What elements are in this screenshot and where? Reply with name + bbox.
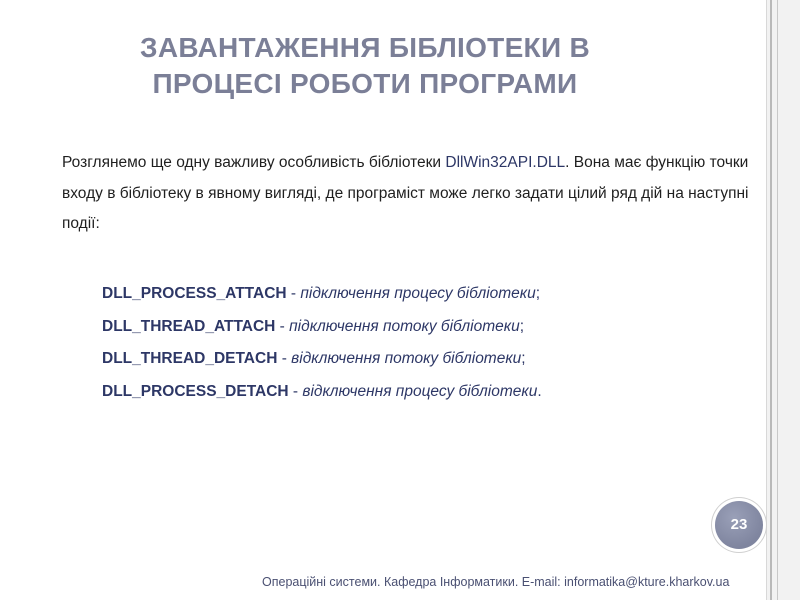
event-separator: - <box>277 350 292 367</box>
event-list <box>102 278 742 408</box>
intro-paragraph <box>62 148 762 240</box>
right-border-line <box>777 0 778 600</box>
event-separator: - <box>286 285 301 302</box>
event-description: підключення процесу бібліотеки <box>300 285 536 302</box>
intro-text: . Вона має функцію точки входу в бібліотеку в явному вигляді, де програміст може легко задати цілий ряд дій на наступні події: <box>62 154 749 232</box>
event-separator: - <box>275 317 290 335</box>
event-description: відключення процесу бібліотеки <box>302 382 538 400</box>
event-name: DLL_THREAD_ATTACH <box>102 317 276 335</box>
slide-title-line: ПРОЦЕСІ РОБОТИ ПРОГРАМИ <box>152 68 578 99</box>
event-item <box>102 343 742 376</box>
event-item <box>102 376 742 409</box>
event-separator: - <box>288 382 303 400</box>
event-name: DLL_THREAD_DETACH <box>102 350 278 367</box>
library-name: DllWin32API.DLL <box>445 154 566 171</box>
footer-text: Операційні системи. Кафедра Інформатики. E-mail: informatika@kture.kharkov.ua <box>262 575 730 589</box>
right-border-line <box>766 0 767 600</box>
slide-title-line: ЗАВАНТАЖЕННЯ БІБЛІОТЕКИ В <box>140 32 590 63</box>
event-item <box>102 311 742 344</box>
slide-title <box>100 30 630 102</box>
event-end: . <box>537 382 542 400</box>
event-name: DLL_PROCESS_ATTACH <box>102 285 287 302</box>
intro-text: Розглянемо ще одну важливу особливість бібліотеки <box>62 154 446 171</box>
page-number-badge: 23 <box>715 501 763 549</box>
right-border-line <box>770 0 772 600</box>
event-description: відключення потоку бібліотеки <box>291 350 522 367</box>
event-description: підключення потоку бібліотеки <box>289 317 520 335</box>
event-end: ; <box>521 350 526 367</box>
event-name: DLL_PROCESS_DETACH <box>102 382 289 400</box>
event-item <box>102 278 742 311</box>
event-end: ; <box>535 285 541 302</box>
event-end: ; <box>519 317 525 335</box>
